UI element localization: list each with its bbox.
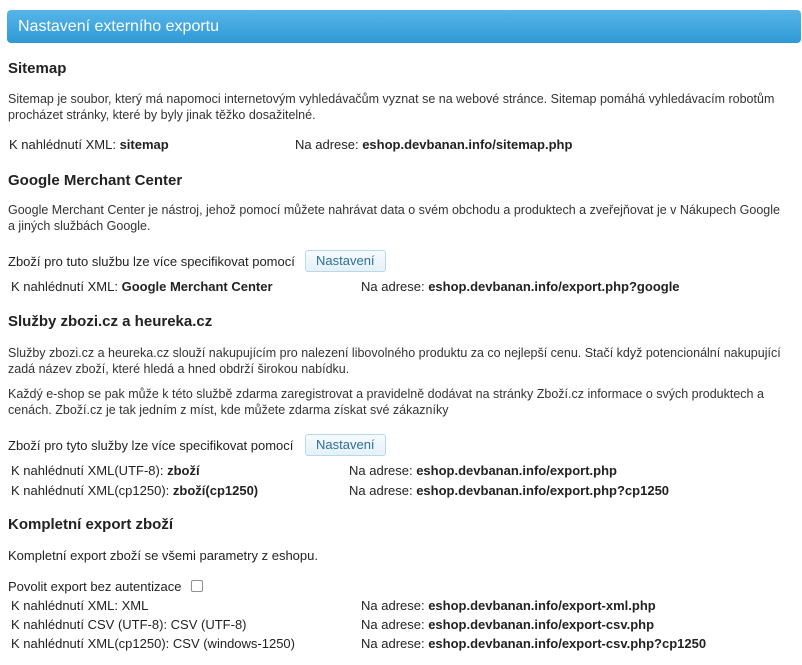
zbozi-spec-text: Zboží pro tyto služby lze více specifikovat pomocí (8, 438, 294, 453)
zbozi-address-link[interactable]: eshop.devbanan.info/export.php (416, 463, 617, 478)
sitemap-heading: Sitemap (8, 60, 67, 77)
full-csv-utf8-link[interactable]: CSV (UTF-8) (170, 617, 247, 632)
address-label: Na adrese: (349, 483, 417, 498)
zbozi-description-1: Služby zbozi.cz a heureka.cz slouží nakupujícím pro nalezení libovolného produktu za co nejlepší cenu. Stačí když potencionální nakupující zadá název zboží, které hledá a hned obdrží širokou nabídku. (8, 346, 781, 376)
csv-label: K nahlédnutí XML(cp1250): (11, 636, 173, 651)
zbozi-settings-button[interactable]: Nastavení (305, 434, 386, 456)
sitemap-address-link[interactable]: eshop.devbanan.info/sitemap.php (362, 137, 573, 152)
xml-label: K nahlédnutí XML(UTF-8): (11, 463, 168, 478)
sitemap-description: Sitemap je soubor, který má napomoci internetovým vyhledávačům vyznat se na webové stránce. Sitemap pomáhá vyhledávacím robotům procházet stránky, které by byly jinak těžko dosažitelné. (8, 92, 775, 122)
google-settings-button[interactable]: Nastavení (305, 250, 386, 272)
full-xml-address-link[interactable]: eshop.devbanan.info/export-xml.php (428, 598, 656, 613)
sitemap-xml-row (9, 137, 169, 152)
google-spec-text: Zboží pro tuto službu lze více specifikovat pomocí (8, 254, 295, 269)
address-label: Na adrese: (361, 598, 429, 613)
address-label: Na adrese: (361, 279, 429, 294)
google-address-link[interactable]: eshop.devbanan.info/export.php?google (428, 279, 680, 294)
full-xml-row (11, 598, 148, 613)
zbozi-address-cp1250 (349, 483, 669, 498)
full-csv-cp1250-address-link[interactable]: eshop.devbanan.info/export-csv.php?cp1250 (428, 636, 707, 651)
zbozi-cp1250-address-link[interactable]: eshop.devbanan.info/export.php?cp1250 (416, 483, 670, 498)
csv-label: K nahlédnutí CSV (UTF-8): (11, 617, 171, 632)
full-csv-cp1250-link[interactable]: CSV (windows-1250) (172, 636, 295, 651)
no-auth-checkbox-label: Povolit export bez autentizace (8, 579, 182, 594)
full-csv-cp1250-address (361, 636, 706, 651)
full-export-description: Kompletní export zboží se všemi parametry z eshopu. (8, 548, 318, 563)
full-csv-cp1250-row (11, 636, 295, 651)
full-export-heading: Kompletní export zboží (8, 516, 173, 533)
full-csv-utf8-address (361, 617, 654, 632)
sitemap-address (295, 137, 572, 152)
page-header (7, 10, 801, 43)
google-description: Google Merchant Center je nástroj, jehož pomocí můžete nahrávat data o svém obchodu a produktech a zveřejňovat je v Nákupech Google a jiných službách Google. (8, 203, 780, 233)
address-label: Na adrese: (295, 137, 363, 152)
no-auth-checkbox[interactable] (191, 580, 203, 592)
zbozi-description-2: Každý e-shop se pak může k této službě zdarma zaregistrovat a pravidelně dodávat na stránky Zboží.cz informace o svých produktech a cenách. Zboží.cz je tak jedním z míst, kde můžete zdarma získat své zákazníky (8, 387, 764, 417)
full-csv-utf8-address-link[interactable]: eshop.devbanan.info/export-csv.php (428, 617, 655, 632)
zbozi-cp1250-xml-link[interactable]: zboží(cp1250) (172, 483, 259, 498)
google-address (361, 279, 680, 294)
address-label: Na adrese: (349, 463, 417, 478)
page-title: Nastavení externího exportu (18, 18, 220, 35)
xml-label: K nahlédnutí XML: (9, 137, 120, 152)
xml-label: K nahlédnutí XML(cp1250): (11, 483, 173, 498)
zbozi-heading: Služby zbozi.cz a heureka.cz (8, 313, 213, 330)
google-xml-row (11, 279, 273, 294)
xml-label: K nahlédnutí XML: (11, 279, 122, 294)
full-xml-link[interactable]: XML (121, 598, 149, 613)
sitemap-xml-link[interactable]: sitemap (119, 137, 169, 152)
zbozi-xml-row-cp1250 (11, 483, 258, 498)
google-heading: Google Merchant Center (8, 172, 183, 189)
zbozi-xml-row-utf8 (11, 463, 200, 478)
full-csv-utf8-row (11, 617, 247, 632)
address-label: Na adrese: (361, 617, 429, 632)
google-xml-link[interactable]: Google Merchant Center (121, 279, 273, 294)
full-xml-address (361, 598, 656, 613)
zbozi-xml-link[interactable]: zboží (167, 463, 200, 478)
address-label: Na adrese: (361, 636, 429, 651)
xml-label: K nahlédnutí XML: (11, 598, 122, 613)
zbozi-address-utf8 (349, 463, 617, 478)
